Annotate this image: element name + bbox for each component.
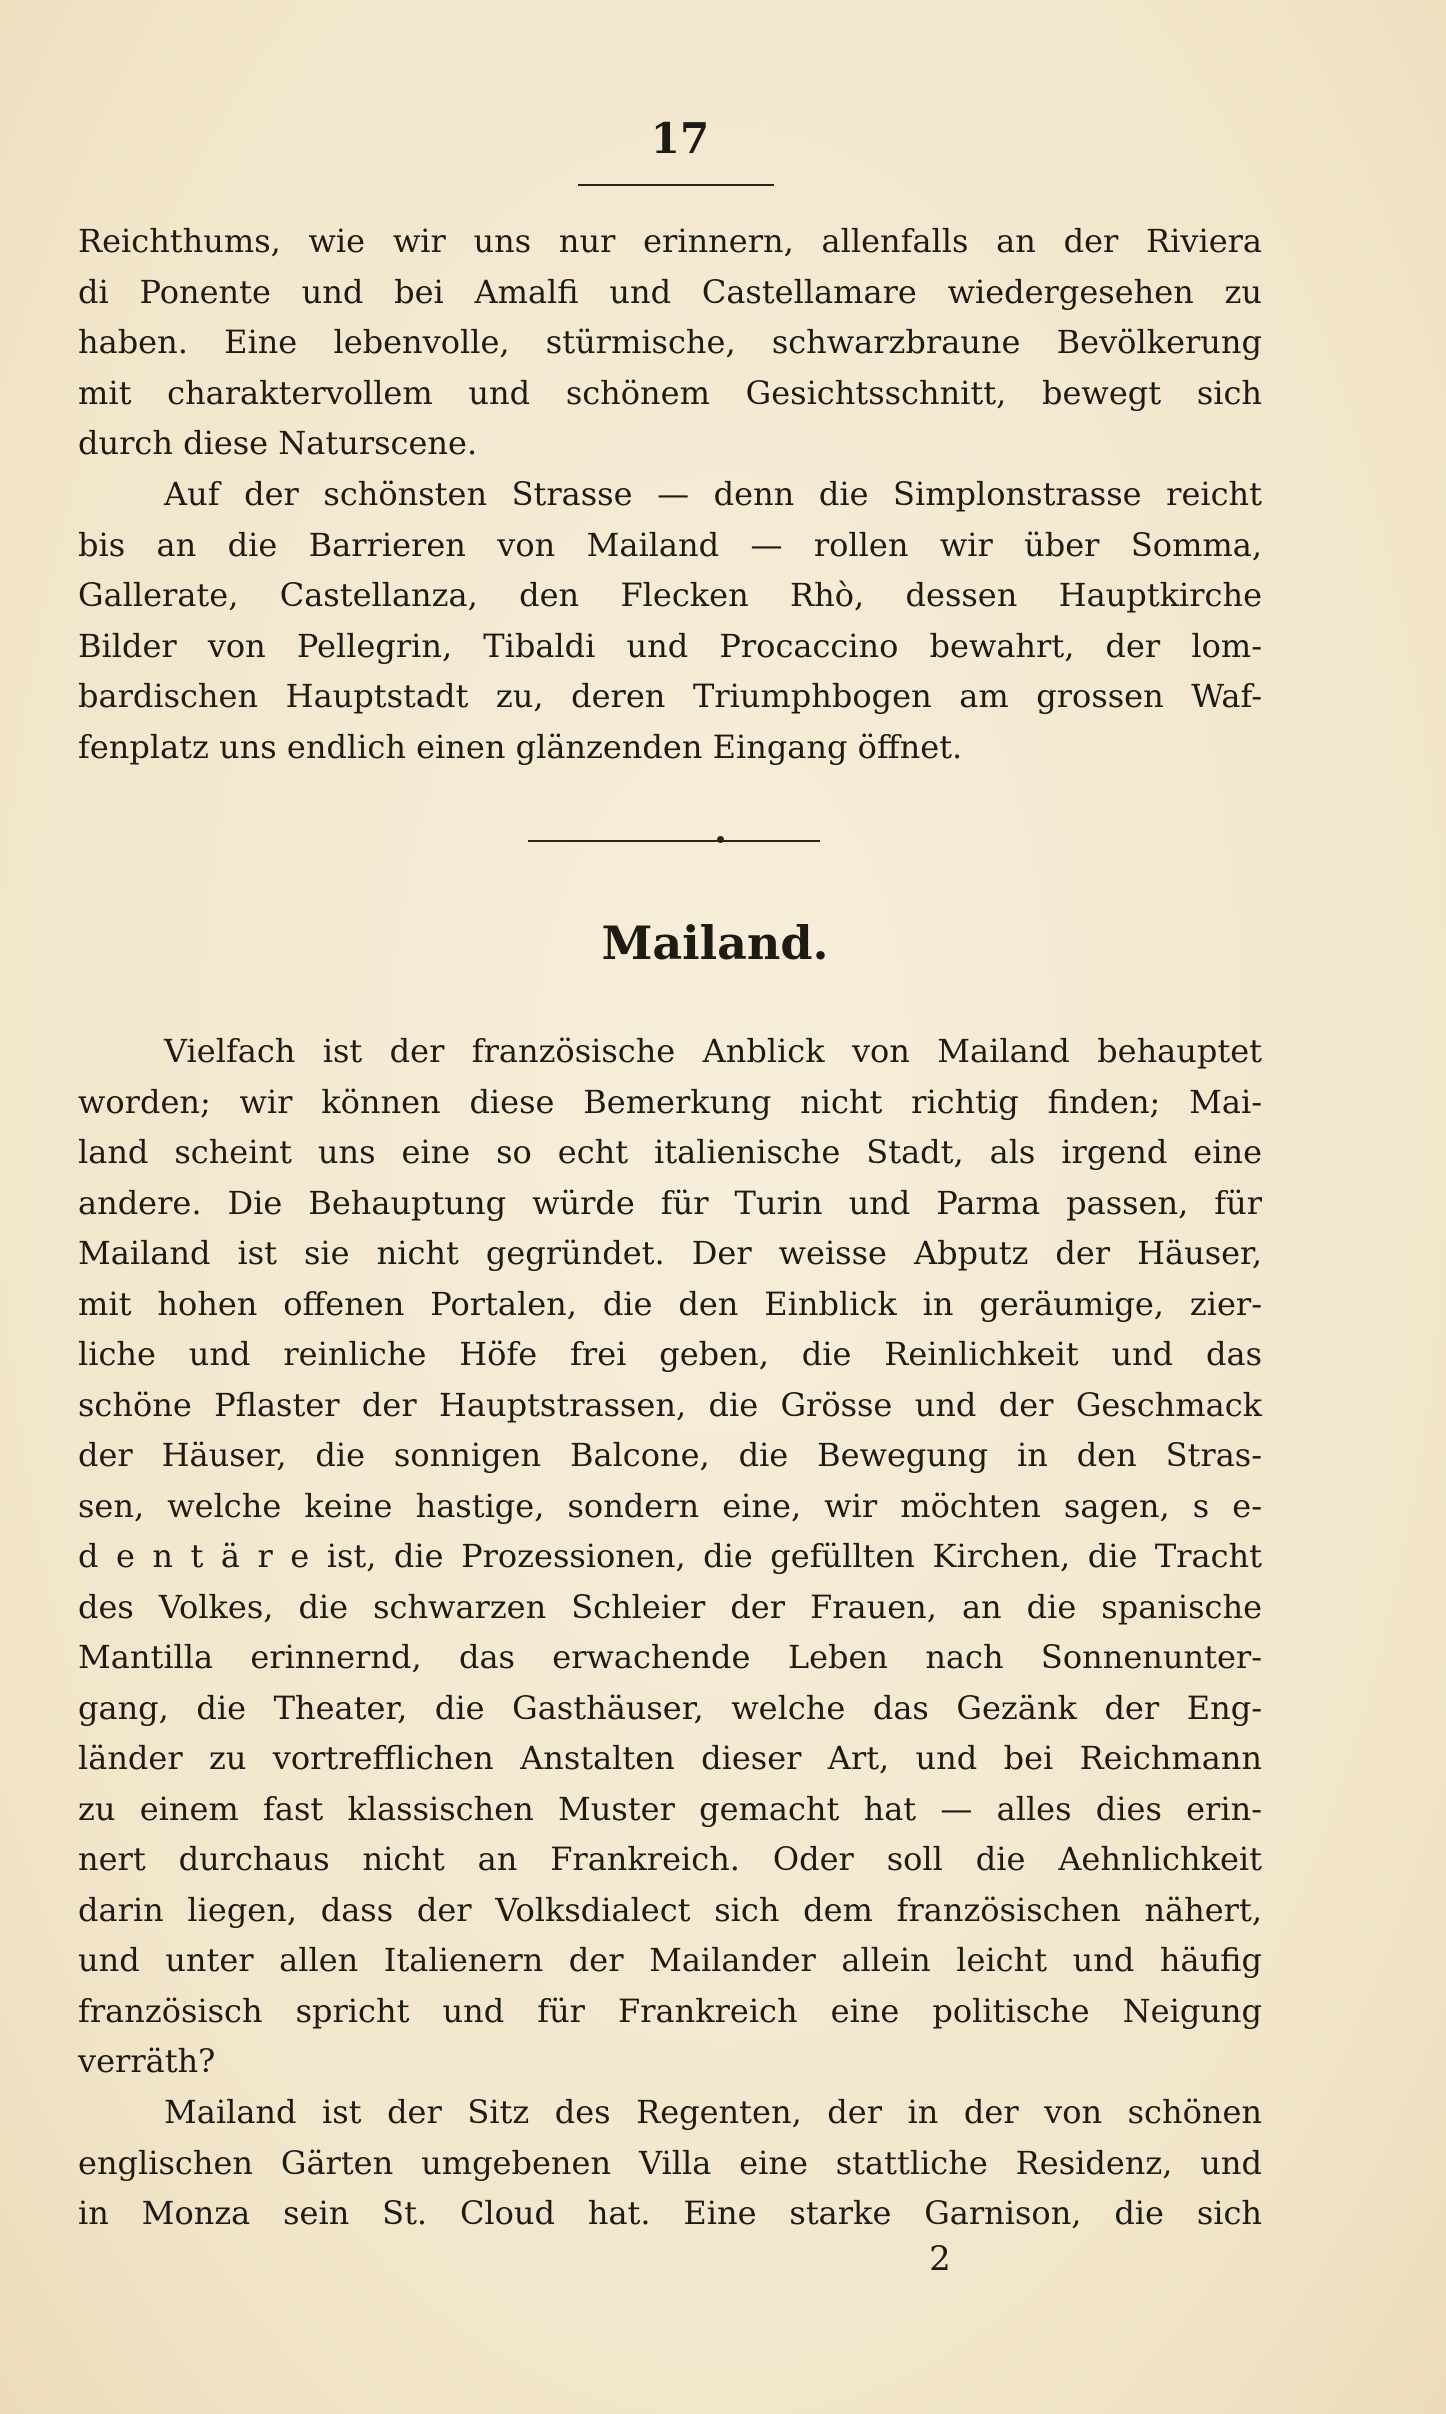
- text-line: der Häuser, die sonnigen Balcone, die Bewegung in den Stras-: [78, 1436, 1262, 1474]
- text-line: darin liegen, dass der Volksdialect sich dem französischen nähert,: [78, 1890, 1262, 1929]
- text-line: mit hohen offenen Portalen, die den Einblick in geräumige, zier-: [78, 1284, 1262, 1323]
- text-line: land scheint uns eine so echt italienische Stadt, als irgend eine: [78, 1133, 1262, 1171]
- text-line: fenplatz uns endlich einen glänzenden Eingang öffnet.: [78, 727, 963, 766]
- text-line: schöne Pflaster der Hauptstrassen, die Grösse und der Geschmack: [78, 1385, 1262, 1424]
- text-line: Mantilla erinnernd, das erwachende Leben nach Sonnenunter-: [78, 1638, 1262, 1676]
- paragraph-1: [78, 216, 1262, 469]
- text-line: haben. Eine lebenvolle, stürmische, schwarzbraune Bevölkerung: [78, 323, 1262, 361]
- text-line: d e n t ä r e ist, die Prozessionen, die gefüllten Kirchen, die Tracht: [78, 1537, 1262, 1575]
- section-divider: [528, 840, 820, 842]
- divider-ornament: [717, 836, 724, 843]
- text-line: sen, welche keine hastige, sondern eine, wir möchten sagen, s e-: [78, 1486, 1262, 1525]
- header-rule: [578, 184, 774, 186]
- text-line: andere. Die Behauptung würde für Turin und Parma passen, für: [78, 1183, 1262, 1222]
- text-line: Mailand ist der Sitz des Regenten, der in der von schönen: [164, 2093, 1262, 2131]
- paragraph-2: [78, 469, 1262, 772]
- text-line: länder zu vortrefflichen Anstalten dieser Art, und bei Reichmann: [78, 1739, 1262, 1777]
- section-title: Mailand.: [601, 916, 829, 970]
- text-line: französisch spricht und für Frankreich eine politische Neigung: [78, 1991, 1262, 2030]
- text-line: gang, die Theater, die Gasthäuser, welche das Gezänk der Eng-: [78, 1688, 1262, 1727]
- text-line: durch diese Naturscene.: [78, 424, 478, 462]
- paragraph-4: [78, 2087, 1262, 2239]
- text-line: Auf der schönsten Strasse — denn die Simplonstrasse reicht: [164, 475, 1262, 513]
- text-line: bis an die Barrieren von Mailand — rollen wir über Somma,: [78, 525, 1262, 564]
- text-line: Bilder von Pellegrin, Tibaldi und Procaccino bewahrt, der lom-: [78, 626, 1262, 665]
- signature-mark: 2: [929, 2239, 951, 2279]
- text-line: Gallerate, Castellanza, den Flecken Rhò, dessen Hauptkirche: [78, 576, 1262, 614]
- text-line: verräth?: [78, 2042, 216, 2080]
- text-line: bardischen Hauptstadt zu, deren Triumphbogen am grossen Waf-: [78, 677, 1262, 715]
- text-line: Mailand ist sie nicht gegründet. Der weisse Abputz der Häuser,: [78, 1234, 1262, 1272]
- text-line: des Volkes, die schwarzen Schleier der Frauen, an die spanische: [78, 1587, 1262, 1626]
- page-number: 17: [650, 114, 710, 163]
- text-line: mit charaktervollem und schönem Gesichtsschnitt, bewegt sich: [78, 373, 1262, 412]
- text-line: Vielfach ist der französische Anblick von Mailand behauptet: [164, 1032, 1262, 1070]
- text-line: und unter allen Italienern der Mailander allein leicht und häufig: [78, 1941, 1262, 1979]
- text-line: zu einem fast klassischen Muster gemacht hat — alles dies erin-: [78, 1789, 1262, 1828]
- paragraph-3: [78, 1026, 1262, 2087]
- text-line: worden; wir können diese Bemerkung nicht richtig finden; Mai-: [78, 1082, 1262, 1121]
- text-line: nert durchaus nicht an Frankreich. Oder soll die Aehnlichkeit: [78, 1840, 1262, 1878]
- text-line: Reichthums, wie wir uns nur erinnern, allenfalls an der Riviera: [78, 222, 1262, 260]
- text-line: in Monza sein St. Cloud hat. Eine starke Garnison, die sich: [78, 2194, 1262, 2232]
- text-line: liche und reinliche Höfe frei geben, die Reinlichkeit und das: [78, 1335, 1262, 1373]
- text-line: di Ponente und bei Amalfi und Castellamare wiedergesehen zu: [78, 272, 1262, 311]
- text-line: englischen Gärten umgebenen Villa eine stattliche Residenz, und: [78, 2143, 1262, 2182]
